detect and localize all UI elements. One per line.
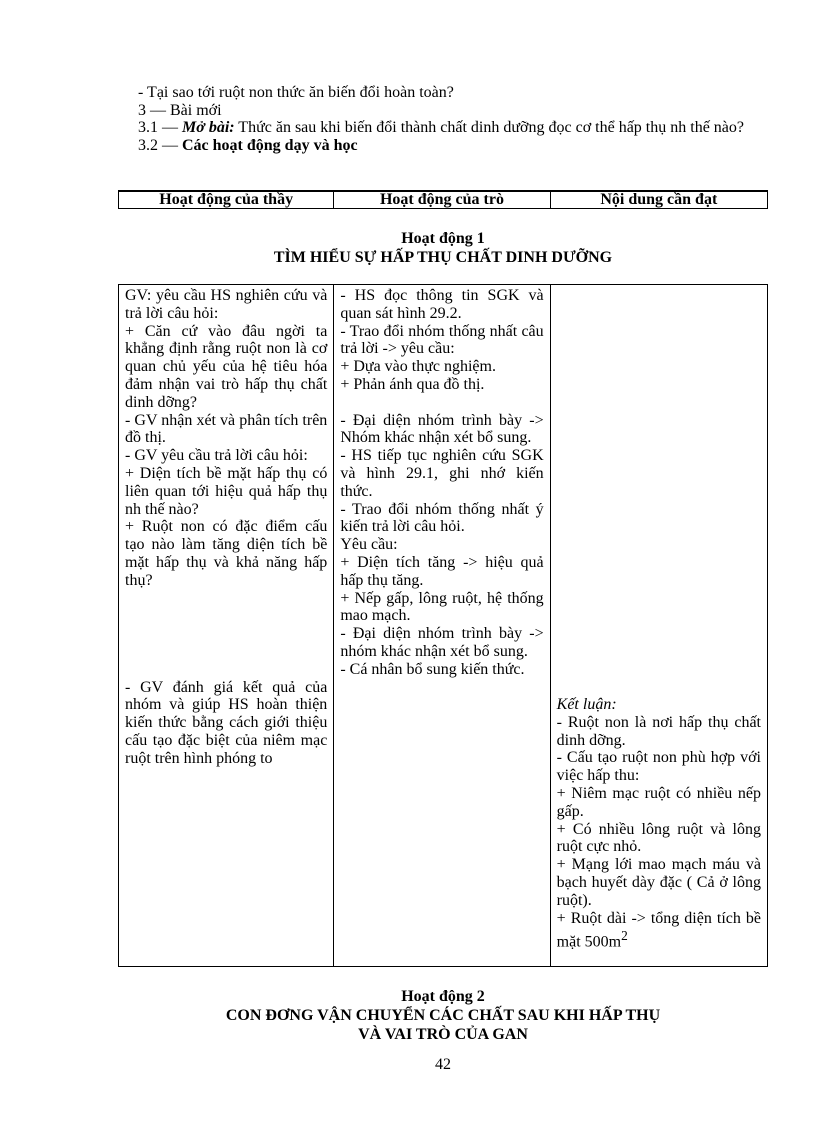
- intro-section: [138, 84, 778, 154]
- new-lesson-heading: 3 — Bài mới: [138, 101, 222, 119]
- opening-paragraph: 3.1 — Mở bài: Thức ăn sau khi biến đổi thành chất dinh dưỡng đọc cơ thể hấp thụ nh thế nào?: [138, 119, 744, 136]
- table-header: [118, 190, 768, 209]
- header-content: Nội dung cần đạt: [550, 191, 767, 209]
- activity2-heading: Hoạt động 2 CON ĐƠNG VẬN CHUYỂN CÁC CHẤT SAU KHI HẤP THỤ VÀ VAI TRÒ CỦA GAN: [225, 988, 661, 1043]
- page-number: 42: [435, 1056, 451, 1073]
- student-column: - HS đọc thông tin SGK và quan sát hình 29.2. - Trao đổi nhóm thống nhất câu trả lời -> yêu cầu: + Dựa vào thực nghiệm. + Phản ánh qua đồ thị. - Đại diện nhóm trình bày -> Nhóm khác nhận xét bổ sung. - HS tiếp tục nghiên cứu SGK và hình 29.1, ghi nhớ kiến thức. - Trao đổi nhóm thống nhất ý kiến trả lời câu hỏi. Yêu cầu: + Diện tích tăng -> hiệu quả hấp thụ tăng. + Nếp gấp, lông ruột, hệ thống mao mạch. - Đại diện nhóm trình bày -> nhóm khác nhận xét bổ sung. - Cá nhân bổ sung kiến thức.: [334, 285, 550, 967]
- intro-question: - Tại sao tới ruột non thức ăn biến đổi hoàn toàn?: [138, 84, 454, 101]
- content-column: Kết luận: - Ruột non là nơi hấp thụ chất dinh dỡng. - Cấu tạo ruột non phù hợp với việc hấp thu: + Niêm mạc ruột có nhiều nếp gấp. + Có nhiều lông ruột và lông ruột cực nhỏ. + Mạng lới mao mạch máu và bạch huyết dày đặc ( Cả ở lông ruột). + Ruột dài -> tổng diện tích bề mặt $500m^2$: [550, 285, 767, 967]
- activity1-heading: Hoạt động 1 TÌM HIỂU SỰ HẤP THỤ CHẤT DINH DƯỠNG: [273, 230, 613, 266]
- teacher-column: GV: yêu cầu HS nghiên cứu và trả lời câu hỏi: + Căn cứ vào đâu ngời ta khẳng định rằng ruột non là cơ quan chủ yếu của hệ tiêu hóa đảm nhận vai trò hấp thụ chất dinh dỡng? - GV nhận xét và phân tích trên đồ thị. - GV yêu cầu trả lời câu hỏi: + Diện tích bề mặt hấp thụ có liên quan tới hiệu quả hấp thụ nh thế nào? + Ruột non có đặc điểm cấu tạo nào làm tăng diện tích bề mặt hấp thụ và khả năng hấp thụ? - GV đánh giá kết quả của nhóm và giúp HS hoàn thiện kiến thức bằng cách giới thiệu cấu tạo đặc biệt của niêm mạc ruột trên hình phóng to: [119, 285, 334, 967]
- opening-label: Mở bài:: [182, 119, 235, 136]
- conclusion-label: Kết luận:: [556, 696, 617, 713]
- header-student: Hoạt động của trò: [334, 191, 550, 209]
- activity1-table: [118, 284, 768, 967]
- activities-heading: 3.2 — Các hoạt động dạy và học: [138, 136, 358, 154]
- header-teacher: Hoạt động của thầy: [119, 191, 334, 209]
